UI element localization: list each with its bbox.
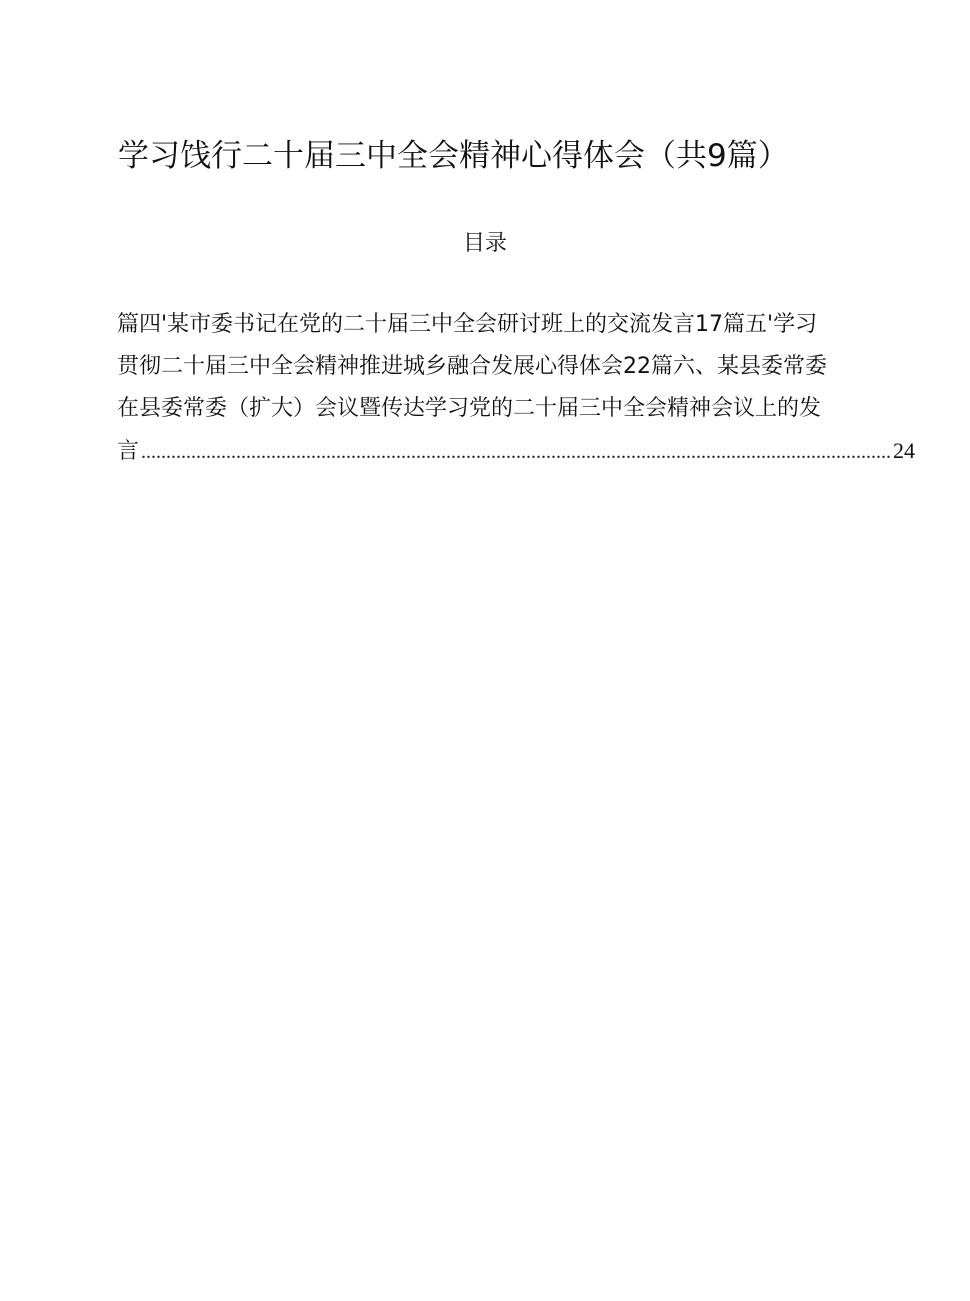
table-of-contents [117, 304, 916, 472]
toc-line-4 [117, 430, 916, 472]
document-title: 学习饯行二十届三中全会精神心得体会（共9篇） [118, 138, 789, 174]
toc-line-3: 在县委常委（扩大）会议暨传达学习党的二十届三中全会精神会议上的发 [117, 396, 822, 421]
toc-dot-leader: ...................................................................................................................................................... [141, 441, 892, 463]
toc-line-4-text: 言 [117, 439, 140, 464]
toc-line-1: 篇四'某市委书记在党的二十届三中全会研讨班上的交流发言17篇五'学习 [117, 312, 818, 337]
toc-line-2: 贯彻二十届三中全会精神推进城乡融合发展心得体会22篇六、某县委常委 [117, 354, 827, 379]
toc-page-number: 24 [893, 438, 916, 463]
toc-heading: 目录 [462, 231, 507, 256]
